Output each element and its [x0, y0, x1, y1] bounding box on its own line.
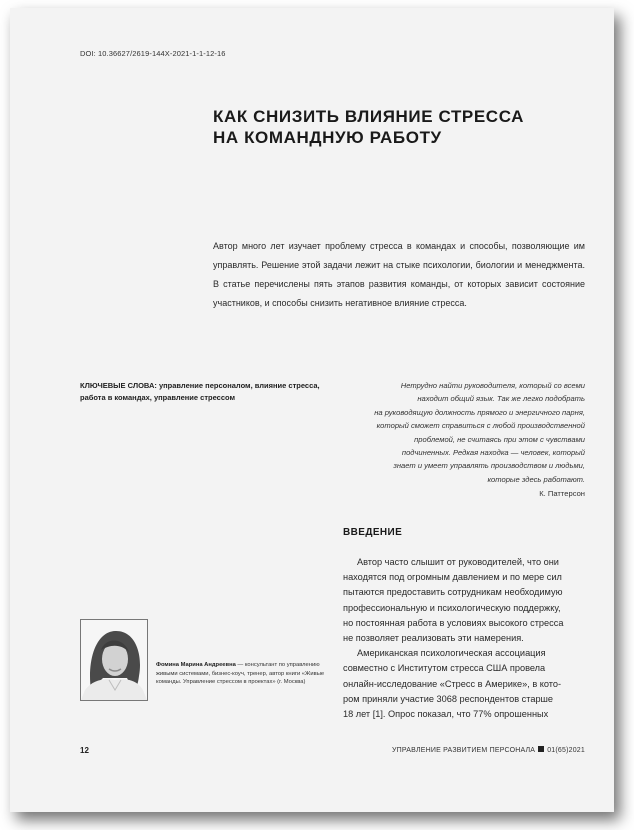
keywords-block — [80, 380, 330, 404]
epigraph-line: знает и умеет управлять производством и людьми, — [393, 461, 585, 471]
keywords-text: управление персоналом, влияние стресса, работа в командах, управление стрессом — [80, 381, 320, 402]
journal-name: УПРАВЛЕНИЕ РАЗВИТИЕМ ПЕРСОНАЛА — [392, 747, 536, 754]
article-abstract: Автор много лет изучает проблему стресса в командах и способы, позволяющие им управлять. Решение этой задачи лежит на стыке психологии, биологии и менеджмента. В статье перечислены пять этапов развития команды, от которых зависит состояние участников, и способы снизить негативное влияние стресса. — [213, 241, 585, 308]
keywords-label: КЛЮЧЕВЫЕ СЛОВА: — [80, 381, 157, 390]
epigraph-line: подчиненных. Редкая находка — человек, который — [401, 448, 585, 458]
epigraph-line: Нетрудно найти руководителя, который со всеми — [400, 381, 585, 390]
separator-square-icon — [538, 746, 544, 752]
body-text-line: Американская психологическая ассоциация — [357, 648, 546, 659]
body-text-line: но постоянная работа в условиях высокого стресса — [343, 617, 564, 628]
body-text-line: 18 лет [1]. Опрос показал, что 77% опрошенных — [343, 709, 549, 720]
section-heading-introduction: ВВЕДЕНИЕ — [343, 527, 403, 538]
body-text-line: пытаются предоставить сотрудникам необходимую — [343, 587, 563, 598]
epigraph-author: К. Паттерсон — [539, 489, 585, 498]
author-photo — [80, 619, 148, 701]
body-text-line: совместно с Институтом стресса США провела — [343, 663, 546, 674]
epigraph-line: на руководящую должность прямого и энергичного парня, — [374, 407, 585, 417]
body-text-line: профессиональную и психологическую поддержку, — [343, 602, 561, 613]
journal-page — [10, 8, 614, 812]
epigraph-line: которые здесь работают. — [487, 474, 585, 484]
running-footer — [392, 746, 585, 754]
epigraph-line: находит общий язык. Так же легко подобрать — [417, 394, 585, 404]
epigraph-line: проблемой, не считаясь при этом с чувствами — [414, 434, 585, 444]
epigraph-quote — [335, 379, 585, 486]
body-text-line: онлайн-исследование «Стресс в Америке», в кото- — [343, 678, 562, 689]
title-line-1: КАК СНИЗИТЬ ВЛИЯНИЕ СТРЕССА — [213, 107, 525, 126]
doi-identifier: DOI: 10.36627/2619-144X-2021-1-1-12-16 — [80, 49, 226, 58]
article-title — [213, 106, 524, 148]
body-text-line: находятся под огромным давлением и по мере сил — [343, 572, 562, 583]
epigraph-line: который сможет справиться с любой производственной — [376, 421, 585, 431]
introduction-body — [343, 555, 598, 722]
author-description: — консультант по управлению живыми системами, бизнес-коуч, тренер, автор книги «Живые команды. Управление стрессом в проектах» (г. Москва) — [156, 662, 325, 686]
page-number: 12 — [80, 746, 89, 755]
author-bio — [156, 661, 331, 687]
body-text-line: Автор часто слышит от руководителей, что они — [357, 557, 559, 567]
journal-issue: 01(65)2021 — [547, 747, 585, 754]
author-name: Фомина Марина Андреевна — [156, 662, 236, 668]
body-text-line: ром приняли участие 3068 респондентов старше — [343, 693, 554, 704]
body-text-line: не позволяет реализовать эти намерения. — [343, 633, 524, 644]
author-portrait-image — [81, 620, 147, 700]
title-line-2: НА КОМАНДНУЮ РАБОТУ — [213, 128, 442, 147]
